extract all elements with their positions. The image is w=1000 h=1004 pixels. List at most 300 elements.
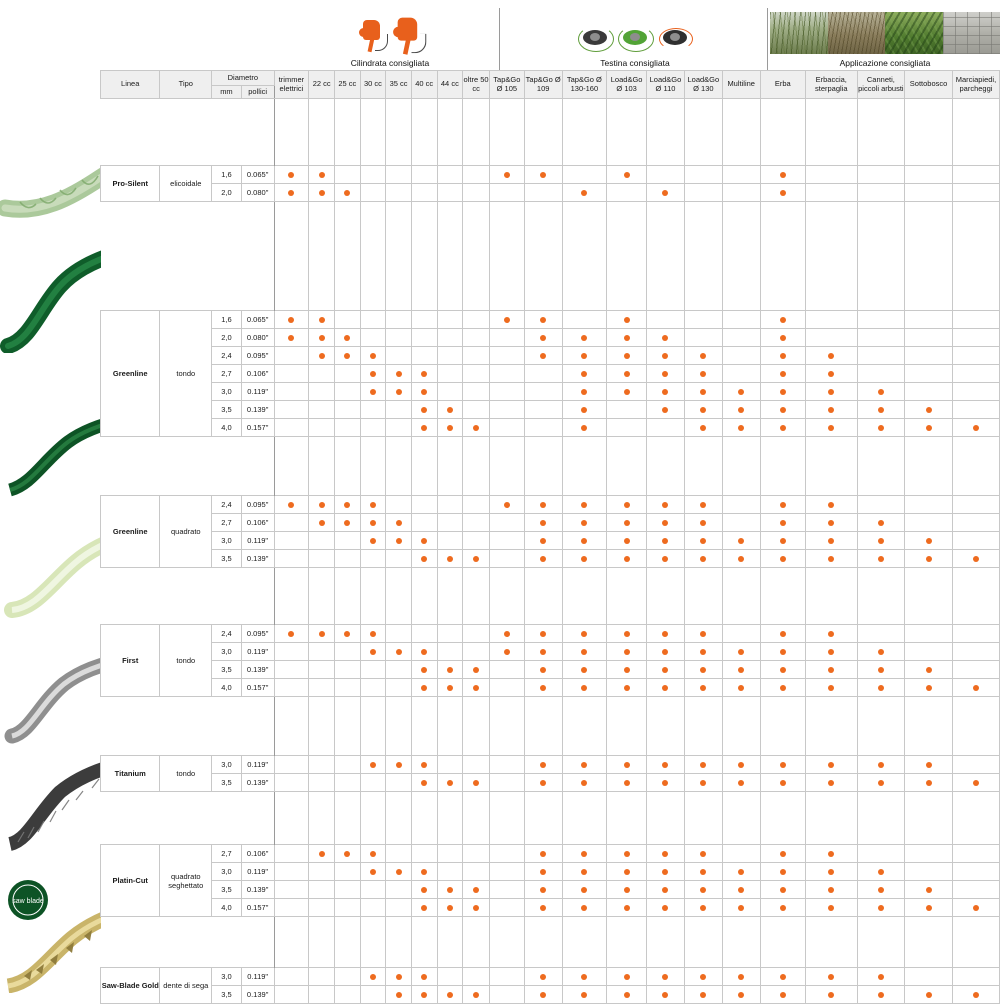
cell-application-1 <box>805 881 857 899</box>
cell-head-4 <box>647 774 685 792</box>
product-name-cell: Pro-Silent <box>101 166 160 202</box>
column-header-head-4: Load&Go Ø 110 <box>647 71 685 99</box>
cell-displacement-4 <box>386 899 412 917</box>
product-name-cell: Saw-Blade Gold <box>101 968 160 1004</box>
spacer-cell <box>722 697 760 756</box>
cell-displacement-0 <box>274 184 309 202</box>
cell-displacement-1 <box>309 968 335 986</box>
compat-dot <box>504 502 510 508</box>
cell-displacement-5 <box>411 643 437 661</box>
cell-application-1 <box>805 756 857 774</box>
compat-dot <box>700 762 706 768</box>
cell-displacement-3 <box>360 401 386 419</box>
cell-application-0 <box>760 774 805 792</box>
cell-displacement-4 <box>386 383 412 401</box>
cell-application-0 <box>760 661 805 679</box>
compat-dot <box>828 685 834 691</box>
compat-dot <box>828 667 834 673</box>
cell-head-6 <box>722 899 760 917</box>
cell-application-1 <box>805 863 857 881</box>
compat-dot <box>344 502 350 508</box>
cell-application-2 <box>857 881 905 899</box>
cell-displacement-0 <box>274 166 309 184</box>
cell-application-2 <box>857 756 905 774</box>
cell-head-4 <box>647 383 685 401</box>
column-header-head-6: Multiline <box>722 71 760 99</box>
cell-head-6 <box>722 514 760 532</box>
cell-displacement-0 <box>274 661 309 679</box>
compat-dot <box>878 869 884 875</box>
compat-dot <box>624 992 630 998</box>
compat-dot <box>878 887 884 893</box>
compat-dot <box>700 371 706 377</box>
diameter-mm-cell: 3,0 <box>212 383 242 401</box>
cell-head-2 <box>562 899 607 917</box>
cell-head-2 <box>562 881 607 899</box>
spacer-cell <box>857 437 905 496</box>
compat-dot <box>447 992 453 998</box>
cell-head-1 <box>524 899 562 917</box>
product-type-cell: tondo <box>160 625 212 697</box>
spacer-cell <box>386 202 412 311</box>
cell-displacement-4 <box>386 532 412 550</box>
cell-head-4 <box>647 625 685 643</box>
spacer-cell <box>562 568 607 625</box>
cell-displacement-4 <box>386 845 412 863</box>
cell-displacement-7 <box>463 968 490 986</box>
table-row <box>101 986 1000 1004</box>
compat-dot <box>473 887 479 893</box>
spacer-cell <box>334 697 360 756</box>
cell-head-1 <box>524 419 562 437</box>
spacer-cell <box>760 697 805 756</box>
spacer-cell <box>952 792 999 845</box>
cell-head-5 <box>684 365 722 383</box>
cell-head-3 <box>607 679 647 697</box>
cell-displacement-1 <box>309 845 335 863</box>
cell-displacement-0 <box>274 845 309 863</box>
cell-displacement-1 <box>309 347 335 365</box>
compat-dot <box>421 762 427 768</box>
spacer-cell <box>334 99 360 166</box>
column-header-displacement-2: 25 cc <box>334 71 360 99</box>
spacer-cell <box>334 202 360 311</box>
spacer-cell <box>274 697 309 756</box>
compat-dot <box>738 538 744 544</box>
compat-dot <box>421 371 427 377</box>
cell-application-3 <box>905 756 953 774</box>
spacer-cell <box>241 792 274 845</box>
table-row <box>101 365 1000 383</box>
compat-dot <box>926 556 932 562</box>
compat-dot <box>780 974 786 980</box>
compat-dot <box>581 335 587 341</box>
cell-head-3 <box>607 401 647 419</box>
compat-dot <box>828 389 834 395</box>
cell-displacement-0 <box>274 550 309 568</box>
spacer-cell <box>805 99 857 166</box>
compatibility-table <box>100 70 1000 1004</box>
cell-displacement-7 <box>463 625 490 643</box>
cell-displacement-2 <box>334 166 360 184</box>
compat-dot <box>396 538 402 544</box>
compat-dot <box>828 425 834 431</box>
cell-displacement-4 <box>386 968 412 986</box>
cell-head-1 <box>524 625 562 643</box>
table-row <box>101 383 1000 401</box>
spacer-cell <box>607 99 647 166</box>
spacer-cell <box>309 437 335 496</box>
cell-application-3 <box>905 184 953 202</box>
compat-dot <box>504 172 510 178</box>
compat-dot <box>828 502 834 508</box>
diameter-inch-cell: 0.095" <box>241 625 274 643</box>
cell-head-2 <box>562 383 607 401</box>
cell-displacement-5 <box>411 625 437 643</box>
cell-displacement-4 <box>386 863 412 881</box>
cell-head-2 <box>562 774 607 792</box>
cell-displacement-0 <box>274 347 309 365</box>
compat-dot <box>738 974 744 980</box>
cell-displacement-6 <box>437 756 463 774</box>
compat-dot <box>581 869 587 875</box>
cell-displacement-1 <box>309 986 335 1004</box>
cell-head-5 <box>684 419 722 437</box>
spacer-cell <box>274 568 309 625</box>
compat-dot <box>540 762 546 768</box>
cell-displacement-2 <box>334 347 360 365</box>
spacer-cell <box>334 568 360 625</box>
compat-dot <box>662 974 668 980</box>
compat-dot <box>662 502 668 508</box>
compat-dot <box>662 190 668 196</box>
compat-dot <box>700 887 706 893</box>
diameter-inch-cell: 0.119" <box>241 532 274 550</box>
cell-application-2 <box>857 184 905 202</box>
illustration-spacer-row <box>101 437 1000 496</box>
cell-displacement-3 <box>360 625 386 643</box>
cell-displacement-5 <box>411 419 437 437</box>
spacer-cell <box>309 697 335 756</box>
diameter-mm-cell: 3,5 <box>212 661 242 679</box>
product-type-cell: dente di sega <box>160 968 212 1004</box>
compat-dot <box>624 317 630 323</box>
compat-dot <box>624 649 630 655</box>
table-row <box>101 845 1000 863</box>
spacer-cell <box>309 568 335 625</box>
compat-dot <box>447 887 453 893</box>
cell-head-1 <box>524 329 562 347</box>
table-row <box>101 166 1000 184</box>
spacer-cell <box>411 202 437 311</box>
cell-displacement-0 <box>274 383 309 401</box>
compat-dot <box>828 905 834 911</box>
cell-application-1 <box>805 166 857 184</box>
cell-head-5 <box>684 756 722 774</box>
compat-dot <box>473 425 479 431</box>
illustration-spacer-row <box>101 697 1000 756</box>
cell-displacement-4 <box>386 329 412 347</box>
head-icon-loadgo <box>618 24 652 54</box>
compat-dot <box>624 780 630 786</box>
spacer-cell <box>101 99 160 166</box>
compat-dot <box>473 780 479 786</box>
spacer-cell <box>360 202 386 311</box>
spacer-cell <box>411 99 437 166</box>
cell-displacement-3 <box>360 166 386 184</box>
diameter-mm-cell: 2,7 <box>212 365 242 383</box>
cell-head-4 <box>647 986 685 1004</box>
compat-dot <box>344 520 350 526</box>
spacer-cell <box>524 568 562 625</box>
spacer-cell <box>160 99 212 166</box>
cell-displacement-6 <box>437 365 463 383</box>
compat-dot <box>780 502 786 508</box>
cell-head-5 <box>684 986 722 1004</box>
compat-dot <box>624 887 630 893</box>
cell-application-2 <box>857 899 905 917</box>
cell-application-1 <box>805 986 857 1004</box>
spacer-cell <box>411 792 437 845</box>
table-body <box>101 99 1000 1004</box>
compat-dot <box>878 520 884 526</box>
compat-dot <box>288 335 294 341</box>
spacer-cell <box>101 697 160 756</box>
compat-dot <box>700 974 706 980</box>
cell-displacement-1 <box>309 514 335 532</box>
compat-dot <box>581 371 587 377</box>
compat-dot <box>396 762 402 768</box>
compat-dot <box>828 762 834 768</box>
cell-application-3 <box>905 986 953 1004</box>
table-row <box>101 496 1000 514</box>
cell-displacement-3 <box>360 329 386 347</box>
cell-displacement-3 <box>360 661 386 679</box>
spacer-cell <box>952 437 999 496</box>
spacer-cell <box>607 568 647 625</box>
cell-head-6 <box>722 881 760 899</box>
cell-head-0 <box>489 401 524 419</box>
spacer-cell <box>905 697 953 756</box>
cell-application-0 <box>760 968 805 986</box>
cell-application-3 <box>905 401 953 419</box>
compat-dot <box>926 407 932 413</box>
compat-dot <box>344 631 350 637</box>
compat-dot <box>540 887 546 893</box>
compat-dot <box>344 335 350 341</box>
compat-dot <box>370 520 376 526</box>
cell-head-5 <box>684 311 722 329</box>
diameter-inch-cell: 0.139" <box>241 986 274 1004</box>
compat-dot <box>504 631 510 637</box>
compat-dot <box>540 317 546 323</box>
cell-head-3 <box>607 347 647 365</box>
compat-dot <box>319 190 325 196</box>
spacer-cell <box>309 792 335 845</box>
photo-brush <box>828 12 886 54</box>
compat-dot <box>421 887 427 893</box>
spacer-cell <box>101 917 160 968</box>
table-row <box>101 881 1000 899</box>
cell-application-4 <box>952 679 999 697</box>
spacer-cell <box>684 568 722 625</box>
compat-dot <box>662 389 668 395</box>
spacer-cell <box>722 202 760 311</box>
cell-head-4 <box>647 661 685 679</box>
cell-displacement-0 <box>274 401 309 419</box>
cell-displacement-2 <box>334 899 360 917</box>
cell-application-4 <box>952 881 999 899</box>
compat-dot <box>700 502 706 508</box>
cell-displacement-5 <box>411 986 437 1004</box>
spacer-cell <box>101 568 160 625</box>
cell-application-0 <box>760 881 805 899</box>
product-name-cell: Greenline <box>101 311 160 437</box>
compat-dot <box>662 992 668 998</box>
compat-dot <box>780 407 786 413</box>
cell-head-6 <box>722 166 760 184</box>
spacer-cell <box>760 917 805 968</box>
cell-application-3 <box>905 496 953 514</box>
column-header-head-5: Load&Go Ø 130 <box>684 71 722 99</box>
compat-dot <box>926 425 932 431</box>
diameter-inch-cell: 0.157" <box>241 419 274 437</box>
diameter-mm-cell: 3,5 <box>212 881 242 899</box>
cell-application-3 <box>905 365 953 383</box>
spacer-cell <box>274 792 309 845</box>
compat-dot <box>973 905 979 911</box>
cell-displacement-3 <box>360 899 386 917</box>
spacer-cell <box>760 568 805 625</box>
illustration-spacer-row <box>101 202 1000 311</box>
diameter-inch-cell: 0.095" <box>241 496 274 514</box>
compat-dot <box>473 685 479 691</box>
cell-head-3 <box>607 625 647 643</box>
cell-head-4 <box>647 863 685 881</box>
cell-application-4 <box>952 496 999 514</box>
cell-head-6 <box>722 643 760 661</box>
compat-dot <box>780 649 786 655</box>
compat-dot <box>581 780 587 786</box>
header-group-applications <box>770 8 1000 70</box>
compat-dot <box>581 538 587 544</box>
cell-displacement-0 <box>274 643 309 661</box>
spacer-cell <box>562 917 607 968</box>
cell-application-1 <box>805 968 857 986</box>
cell-displacement-1 <box>309 625 335 643</box>
cell-displacement-1 <box>309 419 335 437</box>
compat-dot <box>973 685 979 691</box>
spacer-cell <box>952 99 999 166</box>
cell-head-1 <box>524 968 562 986</box>
cell-displacement-0 <box>274 532 309 550</box>
cell-displacement-2 <box>334 311 360 329</box>
cell-head-2 <box>562 625 607 643</box>
cell-displacement-7 <box>463 845 490 863</box>
spacer-cell <box>241 99 274 166</box>
cell-displacement-7 <box>463 532 490 550</box>
spacer-cell <box>905 99 953 166</box>
compat-dot <box>421 905 427 911</box>
compat-dot <box>421 649 427 655</box>
cell-displacement-5 <box>411 968 437 986</box>
spacer-cell <box>437 202 463 311</box>
cell-displacement-7 <box>463 774 490 792</box>
spacer-cell <box>905 568 953 625</box>
diameter-inch-cell: 0.065" <box>241 166 274 184</box>
compat-dot <box>540 502 546 508</box>
compat-dot <box>319 335 325 341</box>
cell-displacement-6 <box>437 383 463 401</box>
compat-dot <box>421 407 427 413</box>
spacer-cell <box>857 917 905 968</box>
cell-application-2 <box>857 625 905 643</box>
cell-application-3 <box>905 383 953 401</box>
compat-dot <box>624 389 630 395</box>
cell-head-6 <box>722 756 760 774</box>
cell-head-1 <box>524 863 562 881</box>
cell-displacement-4 <box>386 419 412 437</box>
cell-head-1 <box>524 166 562 184</box>
spacer-cell <box>274 437 309 496</box>
table-row <box>101 899 1000 917</box>
compat-dot <box>421 992 427 998</box>
cell-displacement-2 <box>334 532 360 550</box>
cell-application-1 <box>805 679 857 697</box>
cell-displacement-2 <box>334 968 360 986</box>
table-row <box>101 679 1000 697</box>
cell-application-1 <box>805 401 857 419</box>
cell-displacement-4 <box>386 514 412 532</box>
spacer-cell <box>952 697 999 756</box>
compat-dot <box>878 538 884 544</box>
cell-application-0 <box>760 643 805 661</box>
cell-head-2 <box>562 329 607 347</box>
cell-displacement-2 <box>334 625 360 643</box>
diameter-inch-cell: 0.139" <box>241 881 274 899</box>
spacer-cell <box>360 568 386 625</box>
cell-application-1 <box>805 643 857 661</box>
cell-displacement-2 <box>334 329 360 347</box>
compat-dot <box>473 667 479 673</box>
compat-dot <box>288 502 294 508</box>
compat-dot <box>662 851 668 857</box>
cell-application-2 <box>857 383 905 401</box>
cell-displacement-2 <box>334 845 360 863</box>
cell-displacement-3 <box>360 347 386 365</box>
head-icons <box>500 10 770 54</box>
spacer-cell <box>607 917 647 968</box>
spacer-cell <box>722 437 760 496</box>
cell-application-3 <box>905 419 953 437</box>
cell-head-5 <box>684 347 722 365</box>
cell-application-3 <box>905 679 953 697</box>
cell-application-2 <box>857 347 905 365</box>
header-group-heads-label: Testina consigliata <box>500 58 770 68</box>
column-header-head-1: Tap&Go Ø 109 <box>524 71 562 99</box>
diameter-mm-cell: 4,0 <box>212 679 242 697</box>
cell-displacement-1 <box>309 365 335 383</box>
compat-dot <box>662 538 668 544</box>
compat-dot <box>780 667 786 673</box>
spacer-cell <box>684 437 722 496</box>
table-row <box>101 643 1000 661</box>
diameter-inch-cell: 0.106" <box>241 845 274 863</box>
cell-displacement-0 <box>274 419 309 437</box>
spacer-cell <box>309 917 335 968</box>
cell-displacement-3 <box>360 496 386 514</box>
cell-application-1 <box>805 845 857 863</box>
